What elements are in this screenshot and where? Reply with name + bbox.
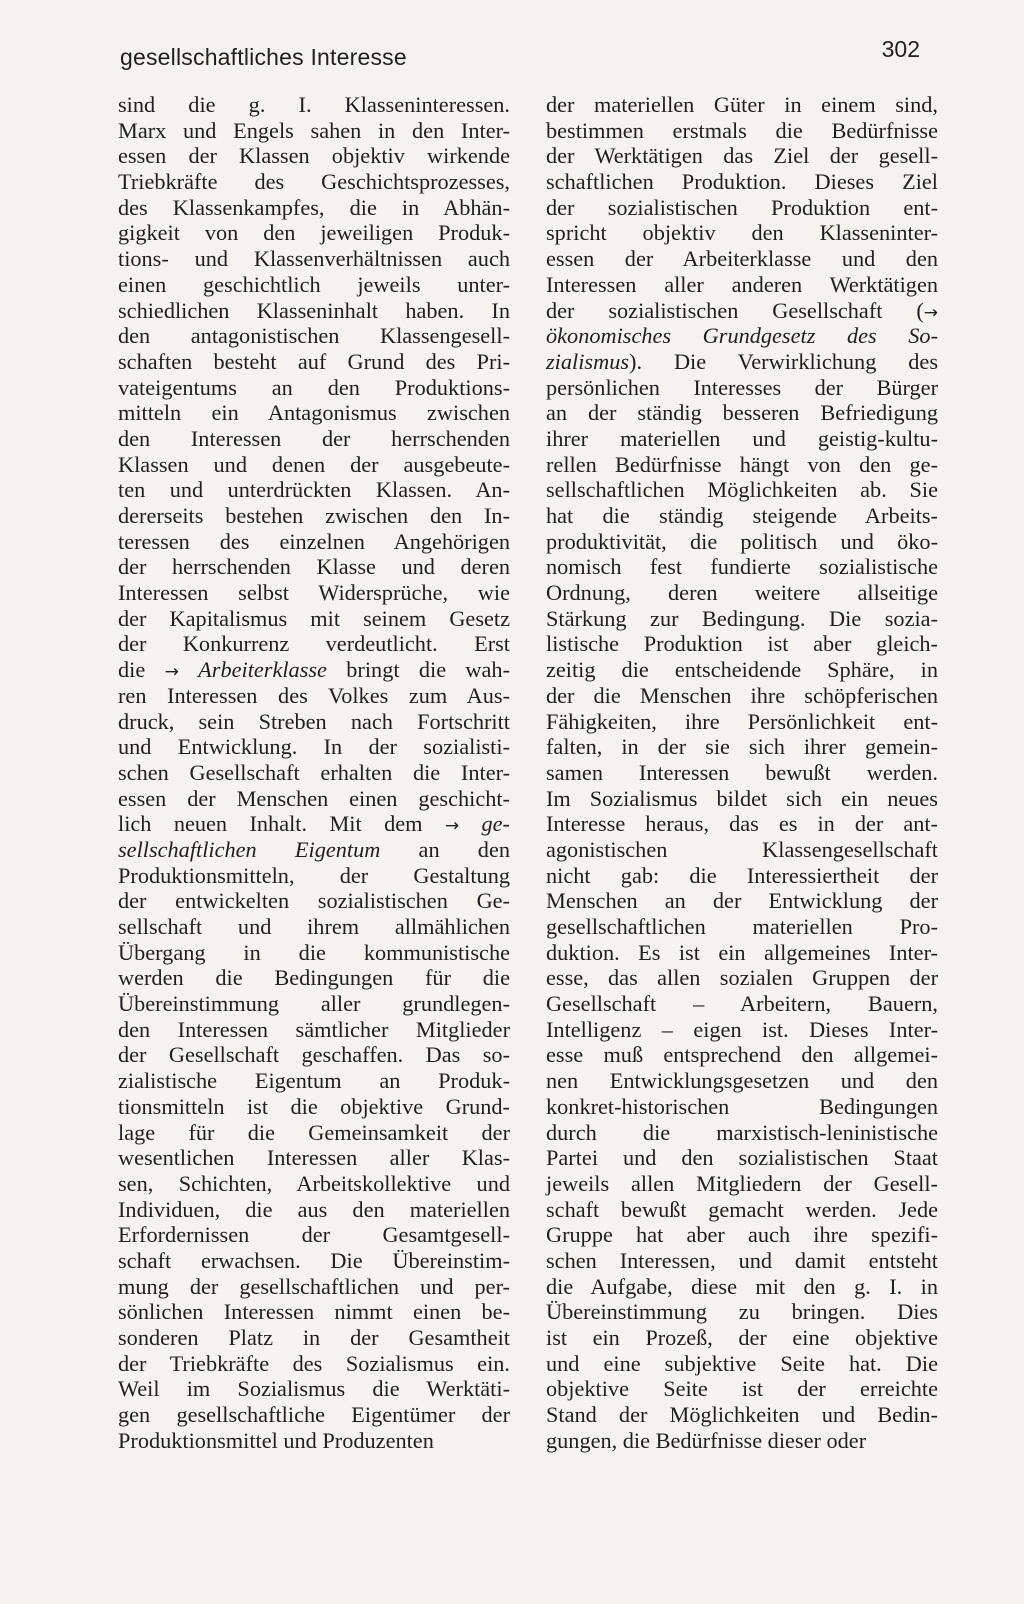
text-line bbox=[546, 863, 938, 889]
text-run: lage für die Gemeinsamkeit der bbox=[118, 1119, 510, 1145]
text-line bbox=[546, 965, 938, 991]
text-line bbox=[118, 657, 510, 683]
text-run: essen der Klassen objektiv wirkende bbox=[118, 143, 510, 169]
text-line bbox=[118, 863, 510, 889]
text-line bbox=[546, 92, 938, 118]
text-line bbox=[118, 837, 510, 863]
text-line bbox=[118, 991, 510, 1017]
text-line bbox=[118, 375, 510, 401]
text-run: Gesellschaft – Arbeitern, Bauern, bbox=[546, 991, 938, 1017]
text-run: Individuen, die aus den materiellen bbox=[118, 1196, 510, 1222]
text-run: Intelligenz – eigen ist. Dieses Inter- bbox=[546, 1016, 938, 1042]
text-line bbox=[118, 298, 510, 324]
text-run: Übergang in die kommunistische bbox=[118, 939, 510, 965]
text-line bbox=[546, 760, 938, 786]
text-run: der sozialistischen Produktion ent- bbox=[546, 194, 938, 220]
text-run: gen gesellschaftliche Eigentümer der bbox=[118, 1402, 510, 1428]
text-run: Marx und Engels sahen in den Inter- bbox=[118, 117, 510, 143]
text-run: Im Sozialismus bildet sich ein neues bbox=[546, 785, 938, 811]
text-run: zeitig die entscheidende Sphäre, in bbox=[546, 657, 938, 683]
text-line bbox=[546, 1068, 938, 1094]
text-run bbox=[459, 811, 481, 836]
text-run: den Interessen der herrschenden bbox=[118, 425, 510, 451]
text-run: der Kapitalismus mit seinem Gesetz bbox=[118, 605, 510, 631]
italic-term: sellschaftlichen Eigentum bbox=[118, 836, 381, 862]
cross-reference-arrow-icon: → bbox=[923, 302, 938, 323]
text-run: essen der Menschen einen geschicht- bbox=[118, 785, 510, 811]
text-run: agonistischen Klassengesellschaft bbox=[546, 836, 938, 862]
text-line bbox=[546, 1351, 938, 1377]
text-line bbox=[118, 709, 510, 735]
text-line bbox=[118, 1274, 510, 1300]
text-run: der Gesellschaft geschaffen. Das so- bbox=[118, 1042, 510, 1068]
text-line bbox=[546, 1274, 938, 1300]
text-line bbox=[546, 786, 938, 812]
text-run: an den bbox=[380, 836, 510, 862]
text-line bbox=[546, 811, 938, 837]
text-run: samen Interessen bewußt werden. bbox=[546, 759, 938, 785]
text-line bbox=[118, 1068, 510, 1094]
text-run: schen Gesellschaft erhalten die Inter- bbox=[118, 759, 510, 785]
text-line bbox=[546, 1376, 938, 1402]
text-run: lich neuen Inhalt. Mit dem bbox=[118, 811, 445, 837]
text-line bbox=[546, 1120, 938, 1146]
text-run: dererseits bestehen zwischen den In- bbox=[118, 503, 510, 528]
text-run bbox=[179, 657, 198, 682]
italic-term: ökonomisches Grundgesetz des So- bbox=[546, 323, 938, 349]
text-line bbox=[118, 323, 510, 349]
text-run: Ordnung, deren weitere allseitige bbox=[546, 580, 938, 606]
text-run: schaft bewußt gemacht werden. Jede bbox=[546, 1196, 938, 1222]
text-run: der sozialistischen Gesellschaft ( bbox=[546, 297, 924, 323]
text-line bbox=[546, 452, 938, 478]
text-run: Übereinstimmung zu bringen. Dies bbox=[546, 1299, 938, 1325]
text-run: schaftlichen Produktion. Dieses Ziel bbox=[546, 169, 938, 195]
text-run: vateigentums an den Produktions- bbox=[118, 374, 510, 400]
text-line bbox=[118, 1017, 510, 1043]
text-run: Klassen und denen der ausgebeute- bbox=[118, 451, 510, 477]
text-run: esse, das allen sozialen Gruppen der bbox=[546, 965, 938, 991]
text-run: sen, Schichten, Arbeitskollektive und bbox=[118, 1170, 510, 1196]
text-run: Gruppe hat aber auch ihre spezifi- bbox=[546, 1222, 938, 1248]
text-line bbox=[118, 272, 510, 298]
text-run: Übereinstimmung aller grundlegen- bbox=[118, 991, 510, 1017]
text-line bbox=[546, 1325, 938, 1351]
text-line bbox=[118, 786, 510, 812]
text-line bbox=[118, 452, 510, 478]
text-line bbox=[118, 965, 510, 991]
text-run: esse muß entsprechend den allgemei- bbox=[546, 1042, 938, 1068]
text-run: Fähigkeiten, ihre Persönlichkeit ent- bbox=[546, 708, 938, 734]
text-run: die Aufgabe, diese mit den g. I. in bbox=[546, 1273, 938, 1299]
text-line bbox=[546, 220, 938, 246]
text-line bbox=[118, 1248, 510, 1274]
text-line bbox=[546, 323, 938, 349]
text-run: listische Produktion ist aber gleich- bbox=[546, 631, 938, 657]
text-line bbox=[546, 143, 938, 169]
text-run: duktion. Es ist ein allgemeines Inter- bbox=[546, 939, 938, 965]
text-line bbox=[118, 1145, 510, 1171]
text-run: und eine subjektive Seite hat. Die bbox=[546, 1350, 938, 1376]
text-run: sellschaft und ihrem allmählichen bbox=[118, 914, 510, 939]
text-line bbox=[118, 914, 510, 940]
text-line bbox=[118, 246, 510, 272]
text-run: der Werktätigen das Ziel der gesell- bbox=[546, 143, 938, 169]
text-line bbox=[546, 349, 938, 375]
text-line bbox=[546, 1299, 938, 1325]
text-line bbox=[546, 246, 938, 272]
text-run: gungen, die Bedürfnisse dieser oder bbox=[546, 1427, 867, 1453]
text-run: tions- und Klassenverhältnissen auch bbox=[118, 246, 510, 272]
text-run: wesentlichen Interessen aller Klas- bbox=[118, 1145, 510, 1171]
text-run: durch die marxistisch-leninistische bbox=[546, 1119, 938, 1145]
text-run: werden die Bedingungen für die bbox=[118, 965, 510, 991]
text-run: teressen des einzelnen Angehörigen bbox=[118, 528, 510, 554]
text-run: den antagonistischen Klassengesell- bbox=[118, 323, 510, 349]
text-line bbox=[118, 426, 510, 452]
text-line bbox=[546, 683, 938, 709]
text-run: Erfordernissen der Gesamtgesell- bbox=[118, 1222, 510, 1248]
text-line bbox=[546, 195, 938, 221]
text-run: Produktionsmittel und Produzenten bbox=[118, 1427, 434, 1453]
text-line bbox=[546, 580, 938, 606]
text-run: Triebkräfte des Geschichtsprozesses, bbox=[118, 169, 510, 195]
text-run: die bbox=[118, 657, 165, 683]
text-run: nomisch fest fundierte sozialistische bbox=[546, 554, 938, 580]
text-line bbox=[546, 1428, 938, 1454]
text-line bbox=[118, 349, 510, 375]
text-line bbox=[546, 914, 938, 940]
text-run: Produktionsmitteln, der Gestaltung bbox=[118, 862, 510, 888]
text-line bbox=[546, 1222, 938, 1248]
text-run: schaft erwachsen. Die Übereinstim- bbox=[118, 1247, 510, 1273]
text-run: bringt die wah- bbox=[326, 657, 510, 683]
text-line bbox=[546, 1171, 938, 1197]
text-run: nen Entwicklungsgesetzen und den bbox=[546, 1068, 938, 1094]
text-run: nicht gab: die Interessiertheit der bbox=[546, 862, 938, 888]
text-line bbox=[546, 1197, 938, 1223]
text-line bbox=[118, 1428, 510, 1454]
text-line bbox=[546, 1145, 938, 1171]
text-line bbox=[118, 1197, 510, 1223]
text-line bbox=[118, 1120, 510, 1146]
text-line bbox=[546, 940, 938, 966]
text-run: sind die g. I. Klasseninteressen. bbox=[118, 92, 510, 117]
text-line bbox=[118, 734, 510, 760]
text-run: Stand der Möglichkeiten und Bedin- bbox=[546, 1402, 938, 1428]
text-run: schen Interessen, und damit entsteht bbox=[546, 1247, 938, 1273]
text-line bbox=[118, 760, 510, 786]
text-run: spricht objektiv den Klasseninter- bbox=[546, 220, 938, 246]
text-run: druck, sein Streben nach Fortschritt bbox=[118, 708, 510, 734]
text-run: ). Die Verwirklichung des bbox=[629, 348, 938, 374]
text-line bbox=[118, 1376, 510, 1402]
text-run: sellschaftlichen Möglichkeiten ab. Sie bbox=[546, 477, 938, 503]
text-run: der die Menschen ihre schöpferischen bbox=[546, 682, 938, 708]
text-line bbox=[118, 529, 510, 555]
italic-term: Arbeiterklasse bbox=[198, 657, 327, 683]
text-line bbox=[546, 657, 938, 683]
text-run: sönlichen Interessen nimmt einen be- bbox=[118, 1299, 510, 1325]
text-run: ren Interessen des Volkes zum Aus- bbox=[118, 682, 510, 708]
text-run: schaften besteht auf Grund des Pri- bbox=[118, 348, 510, 374]
italic-term: ge- bbox=[481, 811, 510, 837]
text-line bbox=[546, 272, 938, 298]
page-header bbox=[120, 36, 920, 78]
text-run: Interessen selbst Widersprüche, wie bbox=[118, 580, 510, 606]
text-line bbox=[118, 118, 510, 144]
text-run: den Interessen sämtlicher Mitglieder bbox=[118, 1016, 510, 1042]
running-head: gesellschaftliches Interesse bbox=[120, 44, 407, 70]
text-line bbox=[546, 529, 938, 555]
text-run: gigkeit von den jeweiligen Produk- bbox=[118, 220, 510, 246]
text-run: tionsmitteln ist die objektive Grund- bbox=[118, 1093, 510, 1119]
text-run: der Konkurrenz verdeutlicht. Erst bbox=[118, 631, 510, 657]
text-line bbox=[118, 683, 510, 709]
text-run: Menschen an der Entwicklung der bbox=[546, 888, 938, 914]
text-line bbox=[118, 503, 510, 529]
text-run: zialistische Eigentum an Produk- bbox=[118, 1068, 510, 1094]
text-line bbox=[118, 888, 510, 914]
text-line bbox=[546, 169, 938, 195]
text-line bbox=[118, 400, 510, 426]
text-line bbox=[118, 554, 510, 580]
text-line bbox=[546, 837, 938, 863]
text-line bbox=[118, 143, 510, 169]
text-run: mitteln ein Antagonismus zwischen bbox=[118, 400, 510, 426]
text-line bbox=[118, 1094, 510, 1120]
text-run: konkret-historischen Bedingungen bbox=[546, 1093, 938, 1119]
text-line bbox=[118, 169, 510, 195]
text-line bbox=[546, 1042, 938, 1068]
text-line bbox=[118, 1171, 510, 1197]
text-line bbox=[546, 1017, 938, 1043]
text-run: einen geschichtlich jeweils unter- bbox=[118, 271, 510, 297]
text-line bbox=[546, 631, 938, 657]
text-run: ihrer materiellen und geistig-kultu- bbox=[546, 425, 938, 451]
text-run: produktivität, die politisch und öko- bbox=[546, 528, 938, 554]
text-run: hat die ständig steigende Arbeits- bbox=[546, 503, 938, 528]
text-line bbox=[118, 606, 510, 632]
text-run: jeweils allen Mitgliedern der Gesell- bbox=[546, 1170, 938, 1196]
text-line bbox=[118, 1351, 510, 1377]
text-line bbox=[546, 888, 938, 914]
text-line bbox=[546, 400, 938, 426]
page-number: 302 bbox=[881, 36, 920, 62]
text-line bbox=[118, 1042, 510, 1068]
text-line bbox=[118, 811, 510, 837]
text-line bbox=[546, 734, 938, 760]
text-line bbox=[118, 92, 510, 118]
text-line bbox=[546, 477, 938, 503]
text-line bbox=[546, 298, 938, 324]
text-line bbox=[546, 1248, 938, 1274]
text-run: der herrschenden Klasse und deren bbox=[118, 554, 510, 580]
text-run: rellen Bedürfnisse hängt von den ge- bbox=[546, 451, 938, 477]
text-run: der Triebkräfte des Sozialismus ein. bbox=[118, 1350, 510, 1376]
cross-reference-arrow-icon: → bbox=[444, 816, 460, 837]
text-line bbox=[546, 606, 938, 632]
text-line bbox=[118, 195, 510, 221]
left-text-column bbox=[118, 92, 510, 1453]
text-line bbox=[118, 631, 510, 657]
text-line bbox=[546, 118, 938, 144]
text-line bbox=[118, 1325, 510, 1351]
right-text-column bbox=[546, 92, 938, 1453]
text-line bbox=[546, 1402, 938, 1428]
text-line bbox=[546, 375, 938, 401]
text-run: sonderen Platz in der Gesamtheit bbox=[118, 1325, 510, 1350]
text-run: und Entwicklung. In der sozialisti- bbox=[118, 734, 510, 760]
text-run: Interesse heraus, das es in der ant- bbox=[546, 811, 938, 837]
text-line bbox=[118, 1402, 510, 1428]
text-line bbox=[546, 709, 938, 735]
text-run: der materiellen Güter in einem sind, bbox=[546, 92, 938, 117]
text-run: des Klassenkampfes, die in Abhän- bbox=[118, 194, 510, 220]
text-line bbox=[118, 580, 510, 606]
text-run: gesellschaftlichen materiellen Pro- bbox=[546, 914, 938, 939]
text-line bbox=[118, 220, 510, 246]
text-line bbox=[546, 1094, 938, 1120]
text-line bbox=[118, 1222, 510, 1248]
italic-term: zialismus bbox=[546, 348, 630, 374]
text-line bbox=[546, 554, 938, 580]
text-run: Weil im Sozialismus die Werktäti- bbox=[118, 1376, 510, 1402]
text-run: Stärkung zur Bedingung. Die sozia- bbox=[546, 605, 938, 631]
text-run: an der ständig besseren Befriedigung bbox=[546, 400, 938, 426]
text-run: der entwickelten sozialistischen Ge- bbox=[118, 888, 510, 914]
text-run: persönlichen Interesses der Bürger bbox=[546, 374, 938, 400]
text-run: essen der Arbeiterklasse und den bbox=[546, 246, 938, 272]
text-run: objektive Seite ist der erreichte bbox=[546, 1376, 938, 1402]
text-run: Interessen aller anderen Werktätigen bbox=[546, 271, 938, 297]
text-run: schiedlichen Klasseninhalt haben. In bbox=[118, 297, 510, 323]
text-line bbox=[546, 991, 938, 1017]
text-line bbox=[546, 426, 938, 452]
cross-reference-arrow-icon: → bbox=[164, 662, 179, 683]
text-line bbox=[118, 1299, 510, 1325]
text-run: ist ein Prozeß, der eine objektive bbox=[546, 1325, 938, 1350]
text-run: ten und unterdrückten Klassen. An- bbox=[118, 477, 510, 503]
text-line bbox=[546, 503, 938, 529]
text-line bbox=[118, 940, 510, 966]
text-line bbox=[118, 477, 510, 503]
text-run: bestimmen erstmals die Bedürfnisse bbox=[546, 117, 938, 143]
text-run: mung der gesellschaftlichen und per- bbox=[118, 1273, 510, 1299]
text-run: falten, in der sie sich ihrer gemein- bbox=[546, 734, 938, 760]
text-run: Partei und den sozialistischen Staat bbox=[546, 1145, 938, 1171]
